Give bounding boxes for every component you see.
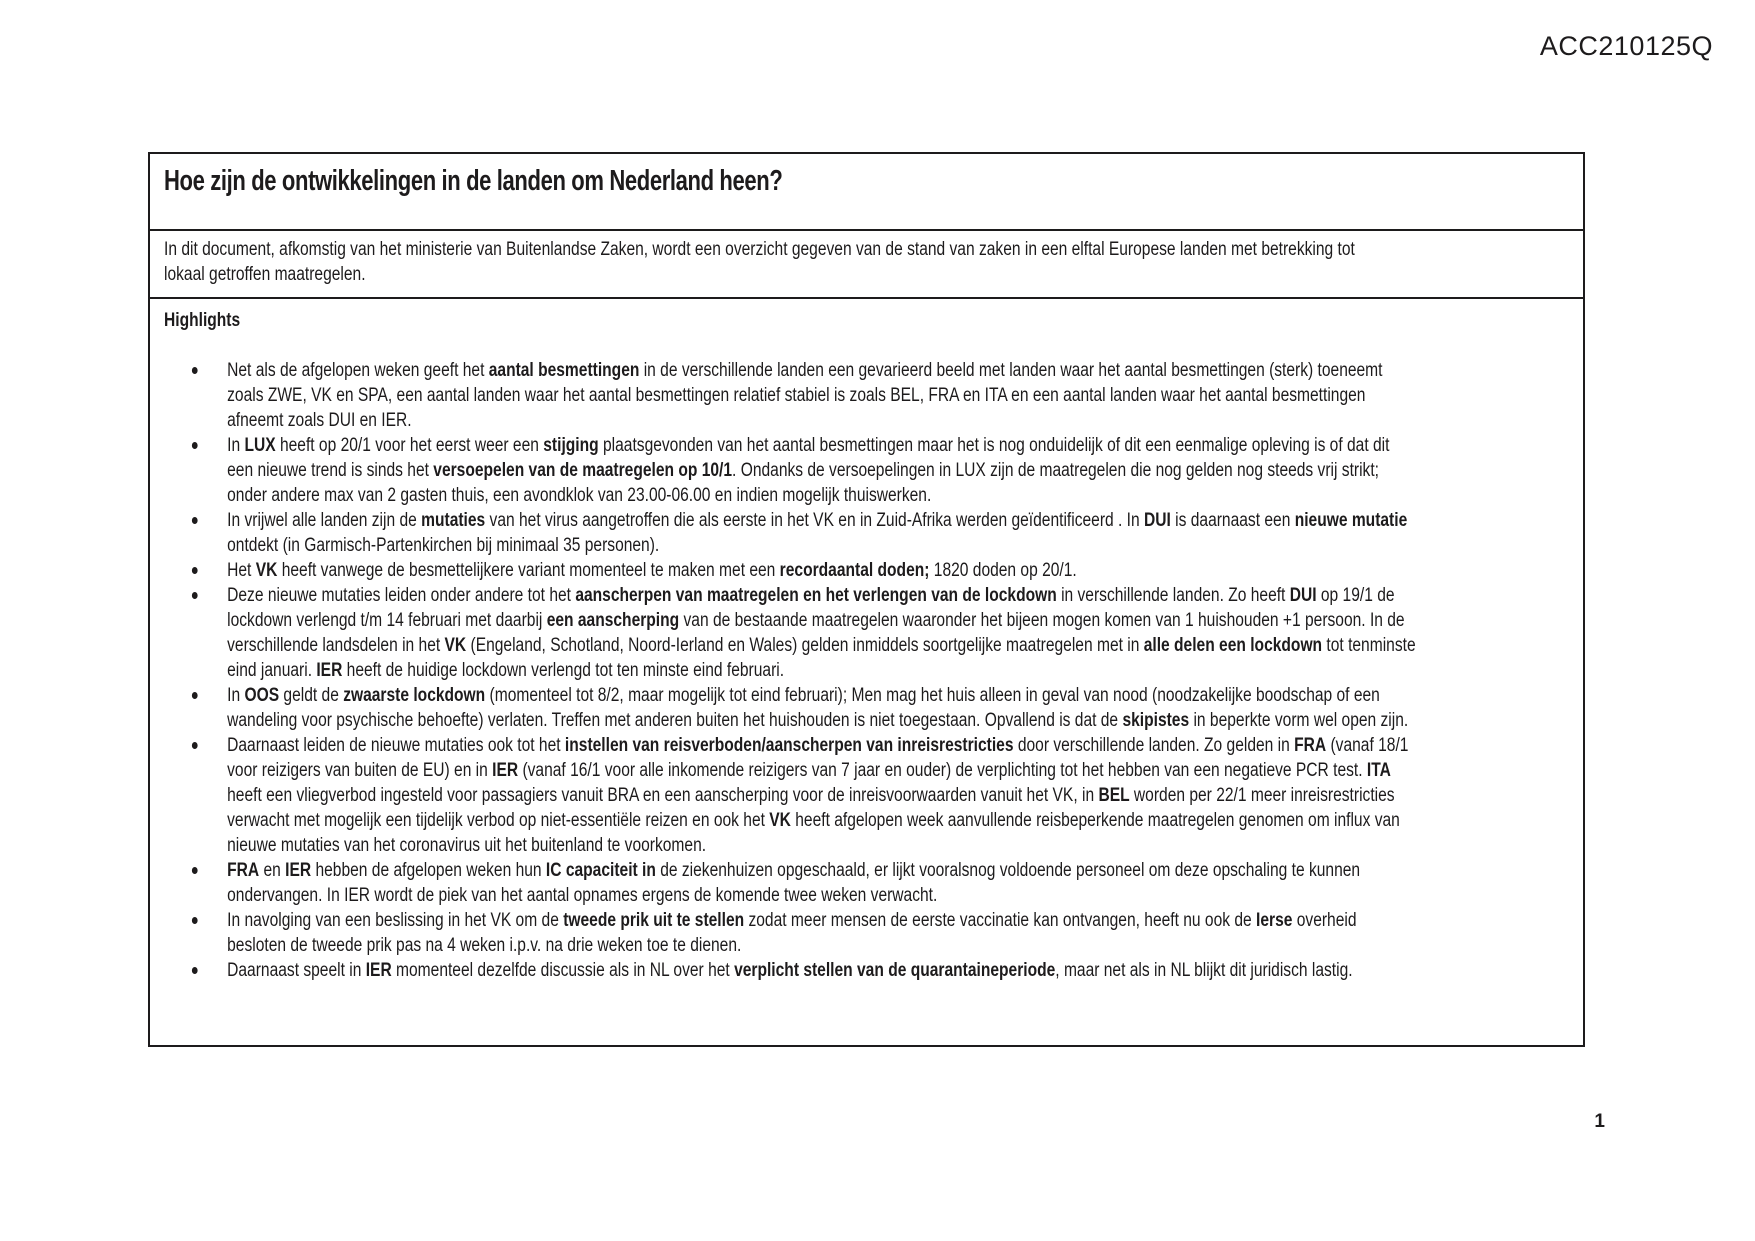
document-code: ACC210125Q xyxy=(1539,31,1713,61)
list-item: Deze nieuwe mutaties leiden onder andere tot het aanscherpen van maatregelen en het verlengen van de lockdown in verschillende landen. Zo heeft DUI op 19/1 de lockdown verlengd t/m 14 februari met daarbij een aanscherping van de bestaande maatregelen waaronder het bijeen mogen komen van 1 huishouden +1 persoon. In de verschillende landsdelen in het VK (Engeland, Schotland, Noord-Ierland en Wales) gelden inmiddels soortgelijke maatregelen met in alle delen een lockdown tot tenminste eind januari. IER heeft de huidige lockdown verlengd tot ten minste eind februari. xyxy=(164,583,1419,683)
highlights-row xyxy=(150,297,1583,1045)
intro-row xyxy=(150,229,1583,297)
list-item: In OOS geldt de zwaarste lockdown (momenteel tot 8/2, maar mogelijk tot eind februari); Men mag het huis alleen in geval van nood (noodzakelijke boodschap of een wandeling voor psychische behoefte) verlaten. Treffen met anderen buiten het huishouden is niet toegestaan. Opvallend is dat de skipistes in beperkte vorm wel open zijn. xyxy=(164,683,1419,733)
highlights-section xyxy=(164,308,1419,983)
title-row xyxy=(150,154,1583,229)
list-item: Daarnaast speelt in IER momenteel dezelfde discussie als in NL over het verplicht stellen van de quarantaineperiode, maar net als in NL blijkt dit juridisch lastig. xyxy=(164,958,1419,983)
list-item: Net als de afgelopen weken geeft het aantal besmettingen in de verschillende landen een gevarieerd beeld met landen waar het aantal besmettingen (sterk) toeneemt zoals ZWE, VK en SPA, een aantal landen waar het aantal besmettingen relatief stabiel is zoals BEL, FRA en ITA en een aantal landen waar het aantal besmettingen afneemt zoals DUI en IER. xyxy=(164,358,1419,433)
intro-paragraph: In dit document, afkomstig van het ministerie van Buitenlandse Zaken, wordt een overzicht gegeven van de stand van zaken in een elftal Europese landen met betrekking tot lokaal getroffen maatregelen. xyxy=(164,239,1355,285)
highlights-list xyxy=(164,358,1419,983)
highlights-heading: Highlights xyxy=(164,310,241,331)
list-item: In vrijwel alle landen zijn de mutaties van het virus aangetroffen die als eerste in het VK en in Zuid-Afrika werden geïdentificeerd . In DUI is daarnaast een nieuwe mutatie ontdekt (in Garmisch-Partenkirchen bij minimaal 35 personen). xyxy=(164,508,1419,558)
list-item: In navolging van een beslissing in het VK om de tweede prik uit te stellen zodat meer mensen de eerste vaccinatie kan ontvangen, heeft nu ook de Ierse overheid besloten de tweede prik pas na 4 weken i.p.v. na drie weken toe te dienen. xyxy=(164,908,1419,958)
page-number: 1 xyxy=(1594,1111,1605,1132)
list-item: Daarnaast leiden de nieuwe mutaties ook tot het instellen van reisverboden/aanscherpen van inreisrestricties door verschillende landen. Zo gelden in FRA (vanaf 18/1 voor reizigers van buiten de EU) en in IER (vanaf 16/1 voor alle inkomende reizigers van 7 jaar en ouder) de verplichting tot het hebben van een negatieve PCR test. ITA heeft een vliegverbod ingesteld voor passagiers vanuit BRA en een aanscherping voor de inreisvoorwaarden vanuit het VK, in BEL worden per 22/1 meer inreisrestricties verwacht met mogelijk een tijdelijk verbod op niet-essentiële reizen en ook het VK heeft afgelopen week aanvullende reisbeperkende maatregelen genomen om influx van nieuwe mutaties van het coronavirus uit het buitenland te voorkomen. xyxy=(164,733,1419,858)
content-table xyxy=(148,152,1585,1047)
list-item: In LUX heeft op 20/1 voor het eerst weer een stijging plaatsgevonden van het aantal besmettingen maar het is nog onduidelijk of dit een eenmalige opleving is of dat dit een nieuwe trend is sinds het versoepelen van de maatregelen op 10/1. Ondanks de versoepelingen in LUX zijn de maatregelen die nog gelden nog steeds vrij strikt; onder andere max van 2 gasten thuis, een avondklok van 23.00-06.00 en indien mogelijk thuiswerken. xyxy=(164,433,1419,508)
list-item: Het VK heeft vanwege de besmettelijkere variant momenteel te maken met een recordaantal doden; 1820 doden op 20/1. xyxy=(164,558,1419,583)
list-item: FRA en IER hebben de afgelopen weken hun IC capaciteit in de ziekenhuizen opgeschaald, er lijkt vooralsnog voldoende personeel om deze opschaling te kunnen ondervangen. In IER wordt de piek van het aantal opnames ergens de komende twee weken verwacht. xyxy=(164,858,1419,908)
page-title: Hoe zijn de ontwikkelingen in de landen om Nederland heen? xyxy=(164,165,783,197)
